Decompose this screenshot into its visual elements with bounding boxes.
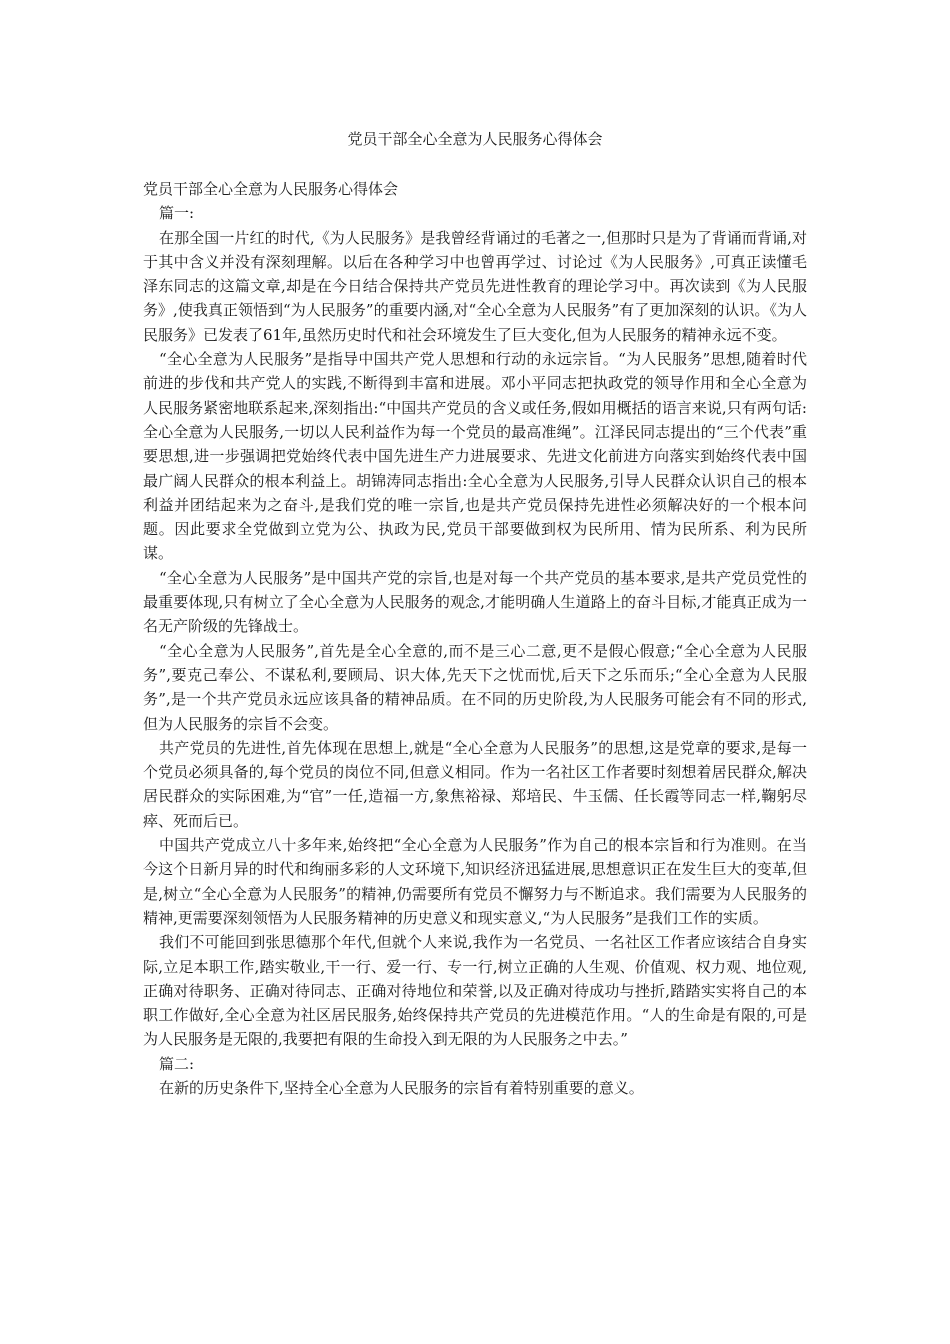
paragraph: 中国共产党成立八十多年来,始终把“全心全意为人民服务”作为自己的根本宗旨和行为准则。在当今这个日新月异的时代和绚丽多彩的人文环境下,知识经济迅猛进展,思想意识正在发生巨大的变革,但是,树立“全心全意为人民服务”的精神,仍需要所有党员不懈努力与不断追求。我们需要为人民服务的精神,更需要深刻领悟为人民服务精神的历史意义和现实意义,“为人民服务”是我们工作的实质。	[143, 836, 807, 927]
document-subtitle: 党员干部全心全意为人民服务心得体会	[143, 180, 399, 198]
paragraph: 在那全国一片红的时代,《为人民服务》是我曾经背诵过的毛著之一,但那时只是为了背诵而背诵,对于其中含义并没有深刻理解。以后在各种学习中也曾再学过、讨论过《为人民服务》,可真正读懂毛泽东同志的这篇文章,却是在今日结合保持共产党员先进性教育的理论学习中。再次读到《为人民服务》,使我真正领悟到“为人民服务”的重要内涵,对“全心全意为人民服务”有了更加深刻的认识。《为人民服务》已发表了61年,虽然历史时代和社会环境发生了巨大变化,但为人民服务的精神永远不变。	[143, 228, 807, 344]
section-label: 篇二:	[159, 1054, 195, 1073]
paragraph: “全心全意为人民服务”是指导中国共产党人思想和行动的永远宗旨。“为人民服务”思想,随着时代前进的步伐和共产党人的实践,不断得到丰富和进展。邓小平同志把执政党的领导作用和全心全意为人民服务紧密地联系起来,深刻指出:“中国共产党员的含义或任务,假如用概括的语言来说,只有两句话:全心全意为人民服务,一切以人民利益作为每一个党员的最高准绳”。江泽民同志提出的“三个代表”重要思想,进一步强调把党始终代表中国先进生产力进展要求、先进文化前进方向落实到始终代表中国最广阔人民群众的根本利益上。胡锦涛同志指出:全心全意为人民服务,引导人民群众认识自己的根本利益并团结起来为之奋斗,是我们党的唯一宗旨,也是共产党员保持先进性必须解决好的一个根本问题。因此要求全党做到立党为公、执政为民,党员干部要做到权为民所用、情为民所系、利为民所谋。	[143, 350, 807, 563]
document-body	[143, 177, 807, 1100]
paragraph: “全心全意为人民服务”是中国共产党的宗旨,也是对每一个共产党员的基本要求,是共产党员党性的最重要体现,只有树立了全心全意为人民服务的观念,才能明确人生道路上的奋斗目标,才能真正成为一名无产阶级的先锋战士。	[143, 568, 807, 636]
section-label: 篇一:	[159, 204, 195, 223]
paragraph: “全心全意为人民服务”,首先是全心全意的,而不是三心二意,更不是假心假意;“全心全意为人民服务”,要克己奉公、不谋私利,要顾局、识大体,先天下之忧而忧,后天下之乐而乐;“全心全意为人民服务”,是一个共产党员永远应该具备的精神品质。在不同的历史阶段,为人民服务可能会有不同的形式,但为人民服务的宗旨不会变。	[143, 641, 807, 733]
document-title: 党员干部全心全意为人民服务心得体会	[347, 130, 603, 148]
paragraph: 共产党员的先进性,首先体现在思想上,就是“全心全意为人民服务”的思想,这是党章的要求,是每一个党员必须具备的,每个党员的岗位不同,但意义相同。作为一名社区工作者要时刻想着居民群众,解决居民群众的实际困难,为“官”一任,造福一方,象焦裕禄、郑培民、牛玉儒、任长霞等同志一样,鞠躬尽瘁、死而后已。	[143, 738, 807, 830]
paragraph: 我们不可能回到张思德那个年代,但就个人来说,我作为一名党员、一名社区工作者应该结合自身实际,立足本职工作,踏实敬业,干一行、爱一行、专一行,树立正确的人生观、价值观、权力观、地位观,正确对待职务、正确对待同志、正确对待地位和荣誉,以及正确对待成功与挫折,踏踏实实将自己的本职工作做好,全心全意为社区居民服务,始终保持共产党员的先进模范作用。“人的生命是有限的,可是为人民服务是无限的,我要把有限的生命投入到无限的为人民服务之中去。”	[143, 933, 807, 1049]
paragraph: 在新的历史条件下,坚持全心全意为人民服务的宗旨有着特别重要的意义。	[159, 1078, 644, 1097]
